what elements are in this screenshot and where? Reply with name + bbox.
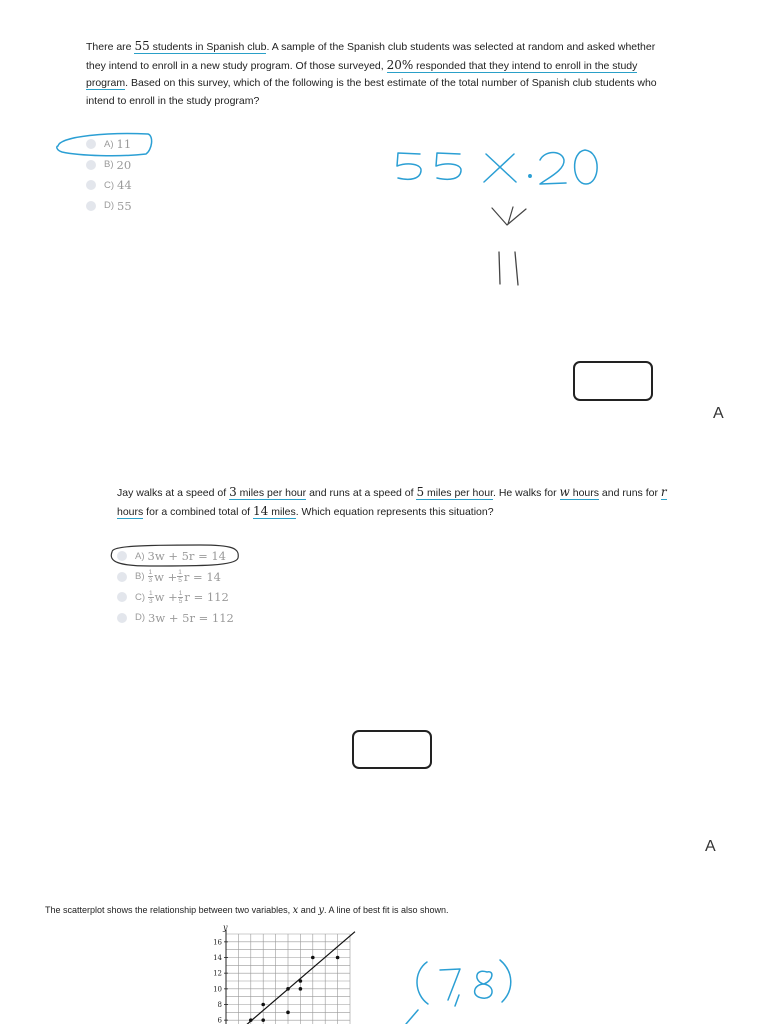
hw-arrow-down xyxy=(492,207,526,225)
scatter-point xyxy=(286,987,290,991)
radio-button[interactable] xyxy=(86,160,96,170)
choice-value: w + xyxy=(154,569,178,584)
scatter-point xyxy=(311,956,315,960)
choice-letter: A) xyxy=(104,138,114,150)
q1-text-end: . Based on this survey, which of the following is the best estimate of the total number of Spanish club students who intend to enroll in the study program? xyxy=(86,77,657,107)
q2-hours-run: hours xyxy=(117,505,144,518)
q2-run-unit: miles per hour xyxy=(424,487,493,499)
scatter-point xyxy=(286,1011,290,1015)
choice-value: r = 14 xyxy=(183,569,221,584)
q2-w-var: w xyxy=(559,485,570,499)
question-1-text xyxy=(86,38,676,110)
hw-paren-open xyxy=(417,962,428,1004)
choice-value: w + xyxy=(154,590,178,605)
q3-y-var: y xyxy=(318,905,324,916)
q1-percent: 20% xyxy=(386,57,414,72)
hw-digit-5 xyxy=(436,153,461,179)
choice-value: 55 xyxy=(117,198,132,213)
hw-digit-8 xyxy=(475,971,492,998)
q2-text-mid3: and runs for xyxy=(599,487,661,499)
question-3-text xyxy=(45,905,449,916)
choice-letter: C) xyxy=(104,179,115,191)
scatter-point xyxy=(261,1018,265,1022)
q3-x-var: x xyxy=(292,905,299,916)
y-tick-label: 6 xyxy=(217,1016,222,1024)
hw-decimal-point xyxy=(529,175,531,177)
q2-text-end: . Which equation represents this situation? xyxy=(295,505,494,518)
q2-answer-box[interactable] xyxy=(352,730,432,769)
q2-walk-speed: 3 xyxy=(229,485,237,499)
hw-paren-close xyxy=(500,960,511,1002)
choice-value: 3w + 5r = 14 xyxy=(147,549,227,564)
q2-choice-a[interactable] xyxy=(117,546,234,567)
y-tick-label: 10 xyxy=(213,985,222,994)
q1-highlight-students: students in Spanish club xyxy=(149,41,267,53)
choice-value: 44 xyxy=(117,178,132,193)
q1-highlight-responded: responded that they intend to enroll in the study program xyxy=(86,59,638,89)
hw-digit-2 xyxy=(540,153,566,185)
q2-miles: miles xyxy=(268,505,296,518)
q2-choices xyxy=(117,546,234,628)
y-tick-label: 12 xyxy=(213,969,222,978)
q3-text-and: and xyxy=(298,905,319,915)
scatter-grid xyxy=(226,934,350,1024)
radio-button[interactable] xyxy=(117,592,127,602)
choice-letter: D) xyxy=(104,200,115,212)
hw-digit-1 xyxy=(515,252,518,285)
choice-value: 11 xyxy=(116,137,132,152)
q2-walk-unit: miles per hour xyxy=(236,487,307,499)
scatter-point xyxy=(261,1003,265,1007)
y-tick-label: 8 xyxy=(217,1001,222,1009)
choice-letter: B) xyxy=(104,159,114,171)
scatterplot xyxy=(190,922,370,1024)
q2-text-pre: Jay walks at a speed of xyxy=(117,487,230,499)
scatter-point xyxy=(299,987,303,991)
q2-run-speed: 5 xyxy=(416,485,425,499)
choice-letter: D) xyxy=(135,612,146,624)
q2-r-var: r xyxy=(660,485,667,499)
radio-button[interactable] xyxy=(86,180,96,190)
q1-choice-d[interactable] xyxy=(86,196,132,217)
radio-button[interactable] xyxy=(86,139,96,149)
hw-digit-0 xyxy=(575,150,598,184)
radio-button[interactable] xyxy=(117,613,127,623)
scatter-point xyxy=(249,1018,253,1022)
q1-answer-box[interactable] xyxy=(573,361,653,401)
hw-times-sign xyxy=(484,154,516,182)
q2-text-mid1: and runs at a speed of xyxy=(306,487,417,499)
question-2-text xyxy=(117,484,687,521)
choice-letter: B) xyxy=(135,571,145,583)
q2-choice-d[interactable] xyxy=(117,608,234,629)
radio-button[interactable] xyxy=(117,572,127,582)
q2-total: 14 xyxy=(253,503,269,518)
hw-digit-1 xyxy=(499,252,500,284)
fraction: $\frac{1}{3}$ xyxy=(149,589,153,605)
q2-choice-c[interactable] xyxy=(117,587,234,608)
y-axis-label: y xyxy=(223,923,228,932)
q2-answer-letter: A xyxy=(705,838,716,855)
choice-value: r = 112 xyxy=(184,590,229,605)
y-tick-label: 14 xyxy=(213,954,222,962)
scatter-point xyxy=(299,979,303,983)
q2-text-mid4: for a combined total of xyxy=(143,505,253,518)
choice-letter: C) xyxy=(135,591,146,603)
choice-letter: A) xyxy=(135,550,145,562)
hw-check-stroke xyxy=(406,1010,418,1024)
fraction: $\frac{1}{5}$ xyxy=(178,589,183,605)
q2-choice-b[interactable] xyxy=(117,567,234,588)
q1-text-pre: There are xyxy=(86,41,135,53)
q1-choice-c[interactable] xyxy=(86,175,132,196)
scatter-point xyxy=(336,956,340,960)
fraction: $\frac{1}{3}$ xyxy=(148,569,153,585)
q1-choice-b[interactable] xyxy=(86,155,132,176)
hw-digit-7 xyxy=(440,969,460,1000)
q1-choice-a[interactable] xyxy=(86,134,132,155)
q3-text-end: . A line of best fit is also shown. xyxy=(323,905,449,915)
q1-answer-letter: A xyxy=(713,405,724,422)
q2-text-mid2: . He walks for xyxy=(493,487,560,499)
q2-hours-walk: hours xyxy=(569,487,599,499)
q1-text-mid: . A sample of the Spanish club students was selected at random and asked whether they intend to enroll in a new study program. Of those surveyed, xyxy=(86,41,656,72)
hw-comma xyxy=(455,995,459,1006)
fraction: $\frac{1}{5}$ xyxy=(178,569,182,585)
choice-value: 3w + 5r = 112 xyxy=(148,610,234,625)
q1-count: 55 xyxy=(134,39,150,53)
q1-choices xyxy=(86,134,132,216)
q3-text-pre: The scatterplot shows the relationship between two variables, xyxy=(45,905,293,915)
choice-value: 20 xyxy=(116,157,132,172)
radio-button[interactable] xyxy=(86,201,96,211)
radio-button[interactable] xyxy=(117,551,127,561)
y-tick-label: 16 xyxy=(213,938,222,947)
hw-digit-5 xyxy=(397,153,421,179)
